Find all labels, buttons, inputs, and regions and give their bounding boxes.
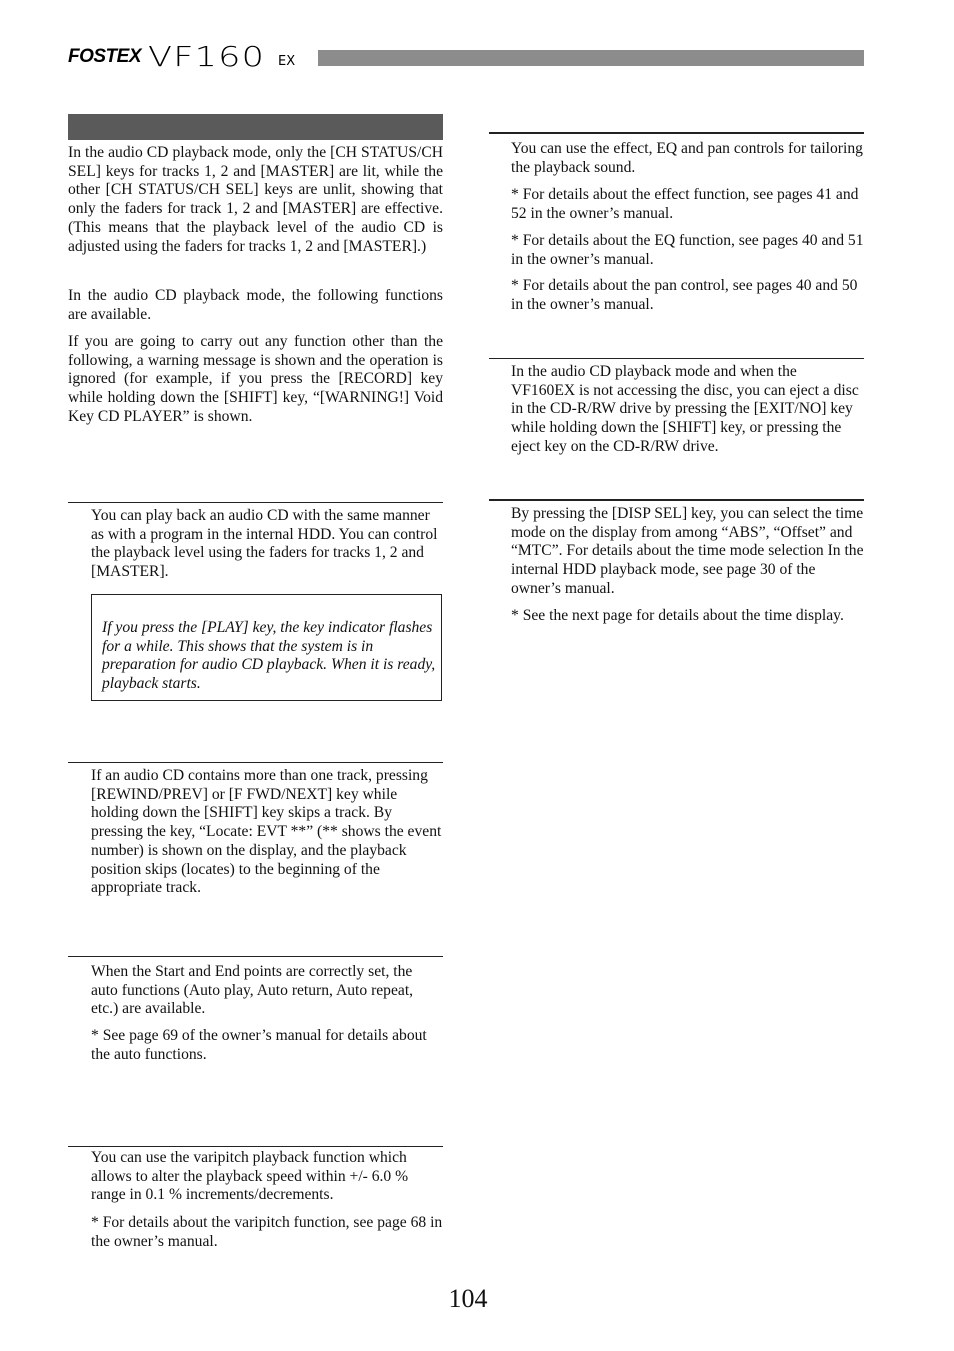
section-heading-bar [68, 114, 443, 140]
intro-paragraph-1: In the audio CD playback mode, only the [CH STATUS/CH SEL] keys for tracks 1, 2 and [MASTER] are lit, while the other [CH STATUS/CH SEL] keys are unlit, showing that only the faders for track 1, 2 and [MASTER] are effective. (This means that the playback level of the audio CD is adjusted using the faders for tracks 1, 2 and [MASTER].) [68, 144, 443, 255]
divider-playback [68, 502, 443, 503]
effects-note: * For details about the effect function, see pages 41 and 52 in the owner’s manual. [511, 186, 859, 222]
page-number: 104 [448, 1284, 488, 1313]
pan-note: * For details about the pan control, see pages 40 and 50 in the owner’s manual. [511, 277, 858, 313]
model-logo: VF160 [148, 40, 266, 73]
skip-paragraph: If an audio CD contains more than one track, pressing [REWIND/PREV] or [F FWD/NEXT] key while holding down the [SHIFT] key skips a track. By pressing the key, “Locate: EVT **” (** shows the event number) is shown on the display, and the playback position skips (locates) to the beginning of the appropriate track. [91, 767, 442, 897]
varipitch-paragraph: You can use the varipitch playback function which allows to alter the playback speed within +/- 6.0 % range in 0.1 % increments/decrements. [91, 1149, 409, 1204]
intro-paragraph-3: If you are going to carry out any function other than the following, a warning message is shown and the operation is ignored (for example, if you press the [RECORD] key while holding down the [SHIFT] key, “[WARNING!] Void Key CD PLAYER” is shown. [68, 333, 443, 425]
intro-paragraph-2: In the audio CD playback mode, the following functions are available. [68, 287, 443, 323]
note-box [91, 594, 442, 701]
time-paragraph: By pressing the [DISP SEL] key, you can select the time mode on the display from among “ABS”, “Offset” and “MTC”. For details about the time mode selection In the internal HDD playback mode, see page 30 of the owner’s manual. [511, 505, 864, 597]
effects-paragraph: You can use the effect, EQ and pan controls for tailoring the playback sound. [511, 140, 863, 176]
divider-effects [489, 132, 864, 134]
note-text: If you press the [PLAY] key, the key indicator flashes for a while. This shows that the system is in preparation for audio CD playback. When it is ready, playback starts. [102, 619, 436, 693]
auto-note: * See page 69 of the owner’s manual for details about the auto functions. [91, 1027, 427, 1063]
divider-skip [68, 762, 443, 763]
playback-paragraph: You can play back an audio CD with the same manner as with a program in the internal HDD. You can control the playback level using the faders for tracks 1, 2 and [MASTER]. [91, 507, 438, 581]
model-logo-suffix: EX [278, 54, 296, 69]
divider-time [489, 499, 864, 501]
eq-note: * For details about the EQ function, see pages 40 and 51 in the owner’s manual. [511, 232, 864, 268]
divider-auto [68, 956, 443, 957]
eject-paragraph: In the audio CD playback mode and when the VF160EX is not accessing the disc, you can eject a disc in the CD-R/RW drive by pressing the [EXIT/NO] key while holding down the [SHIFT] key, or pressing the eject key on the CD-R/RW drive. [511, 363, 859, 455]
brand-logo: FOSTEX [68, 46, 142, 67]
varipitch-note: * For details about the varipitch function, see page 68 in the owner’s manual. [91, 1214, 443, 1250]
divider-eject [489, 358, 864, 359]
header-bar [318, 50, 864, 66]
divider-varipitch [68, 1146, 443, 1147]
time-note: * See the next page for details about the time display. [511, 607, 844, 624]
auto-paragraph: When the Start and End points are correctly set, the auto functions (Auto play, Auto return, Auto repeat, etc.) are available. [91, 963, 414, 1018]
